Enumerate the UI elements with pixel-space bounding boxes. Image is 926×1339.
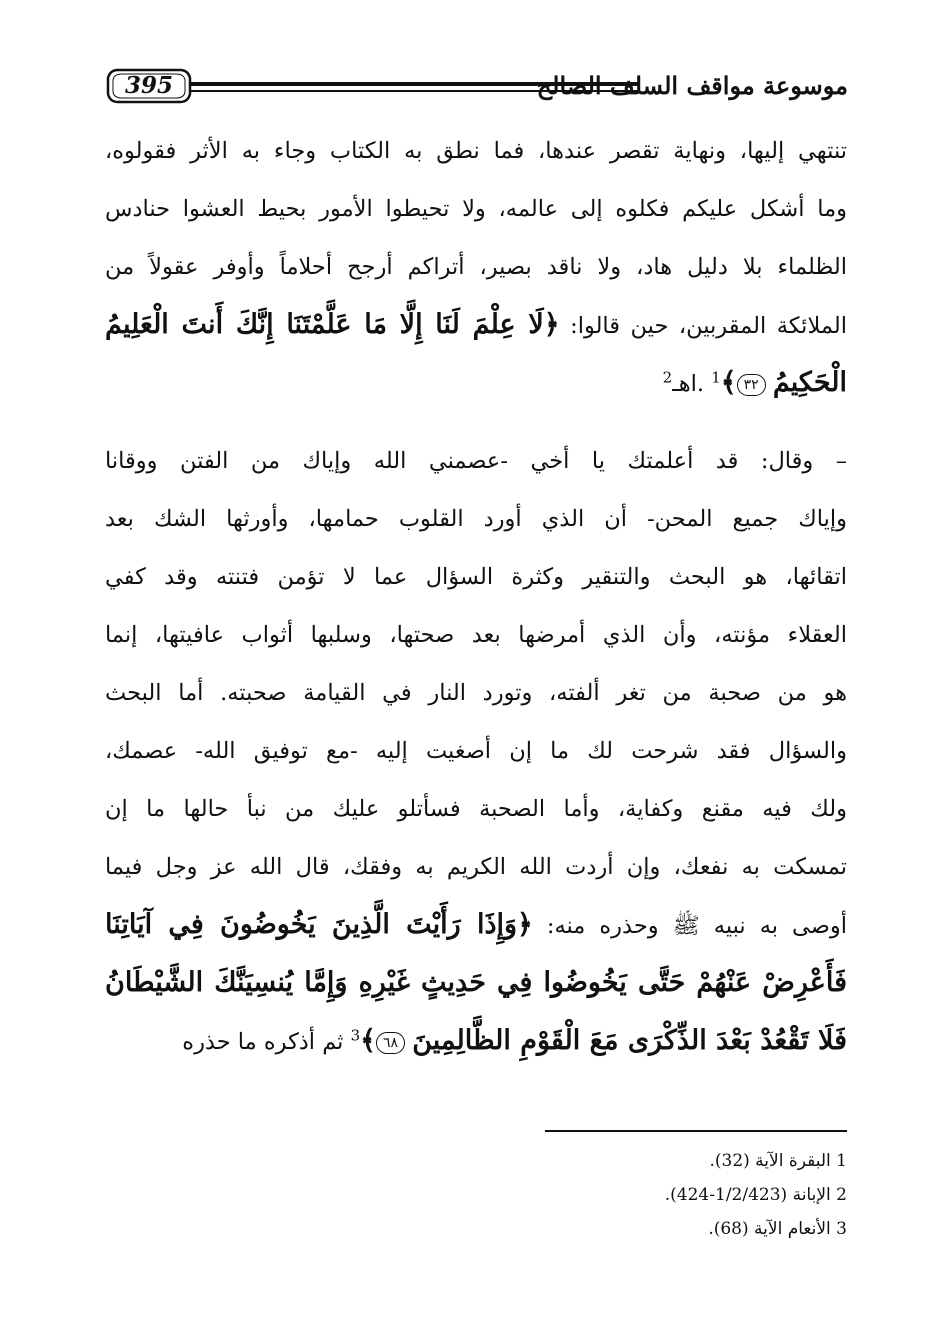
- footnotes: [480, 1144, 847, 1246]
- text-line: تمسكت به نفعك، وإن أردت الله الكريم به وفقك، قال الله عز وجل فيما: [105, 854, 847, 880]
- footnote-ref: 2: [662, 368, 673, 387]
- text-line: وما أشكل عليكم فكلوه إلى عالمه، ولا تحيطوا الأمور بحيط العشوا حنادس: [105, 196, 847, 222]
- text-line: – وقال: قد أعلمتك يا أخي -عصمني الله وإياك من الفتن ووقانا: [105, 448, 847, 474]
- footnote: 1 البقرة الآية (32).: [709, 1151, 847, 1171]
- ayah-number-marker: ٣٢: [737, 374, 766, 396]
- text-line: هو من صحبة من تغر ألفته، وتورد النار في القيامة صحبته. أما البحث: [105, 680, 847, 706]
- text-line: [105, 954, 847, 1012]
- text-line: [105, 296, 847, 354]
- text-segment: أوصى به نبيه ﷺ وحذره منه:: [546, 913, 848, 939]
- footnote-ref: 3: [350, 1026, 361, 1045]
- quran-verse: فَأَعْرِضْ عَنْهُمْ حَتَّى يَخُوضُوا فِي حَدِيثٍ غَيْرِهِ وَإِمَّا يُنسِيَنَّكَ الشَّيْطَانُ: [105, 967, 848, 998]
- page-number-badge: [106, 66, 192, 106]
- text-line: الظلماء بلا دليل هاد، ولا ناقد بصير، أتراكم أرجح أحلاماً وأوفر عقولاً من: [105, 254, 847, 280]
- text-line: [105, 896, 847, 954]
- page-header: [100, 62, 848, 112]
- footnote: 3 الأنعام الآية (68).: [708, 1219, 847, 1239]
- quran-verse: ﴿لَا عِلْمَ لَنَا إِلَّا مَا عَلَّمْتَنَا إِنَّكَ أَنتَ الْعَلِيمُ: [105, 309, 560, 340]
- text-line: العقلاء مؤنته، وأن الذي أمرضها بعد صحتها، وسلبها أثواب عافيتها، إنما: [105, 622, 847, 648]
- text-line: والسؤال فقد شرحت لك ما إن أصغيت إليه -مع توفيق الله- عصمك،: [105, 738, 847, 764]
- quran-close-bracket: ﴾: [720, 367, 737, 398]
- series-title: موسوعة مواقف السلف الصالح: [536, 71, 848, 100]
- text-segment: .اهـ: [672, 371, 705, 397]
- footnote: 2 الإبانة (1/2/423-424).: [664, 1185, 847, 1205]
- quran-verse: فَلَا تَقْعُدْ بَعْدَ الذِّكْرَى مَعَ الْقَوْمِ الظَّالِمِينَ: [412, 1025, 847, 1056]
- text-segment: ثم أذكره ما حذره: [182, 1029, 344, 1055]
- text-line: ولك فيه مقنع وكفاية، وأما الصحبة فسأتلو عليك من نبأ حالها ما إن: [105, 796, 847, 822]
- text-segment: الملائكة المقربين، حين قالوا:: [570, 313, 847, 339]
- text-line: اتقائها، هو البحث والتنقير وكثرة السؤال عما لا تؤمن فتنته وقد كفي: [105, 564, 847, 590]
- text-line: [105, 1012, 847, 1070]
- ayah-number-marker: ٦٨: [376, 1032, 405, 1054]
- quran-verse: ﴿وَإِذَا رَأَيْتَ الَّذِينَ يَخُوضُونَ فِي آيَاتِنَا: [105, 909, 533, 940]
- quran-verse: الْحَكِيمُ: [772, 367, 847, 398]
- text-line: تنتهي إليها، ونهاية تقصر عندها، فما نطق به الكتاب وجاء به الأثر فقولوه،: [105, 138, 847, 164]
- page-number: 395: [124, 72, 173, 99]
- footnote-separator: [545, 1130, 847, 1132]
- quran-close-bracket: ﴾: [360, 1025, 376, 1056]
- text-line: وإياك جميع المحن- أن الذي أورد القلوب حمامها، وأورثها الشك بعد: [105, 506, 847, 532]
- text-line: [105, 354, 847, 412]
- footnote-ref: 1: [711, 368, 721, 387]
- main-text: [105, 122, 847, 1070]
